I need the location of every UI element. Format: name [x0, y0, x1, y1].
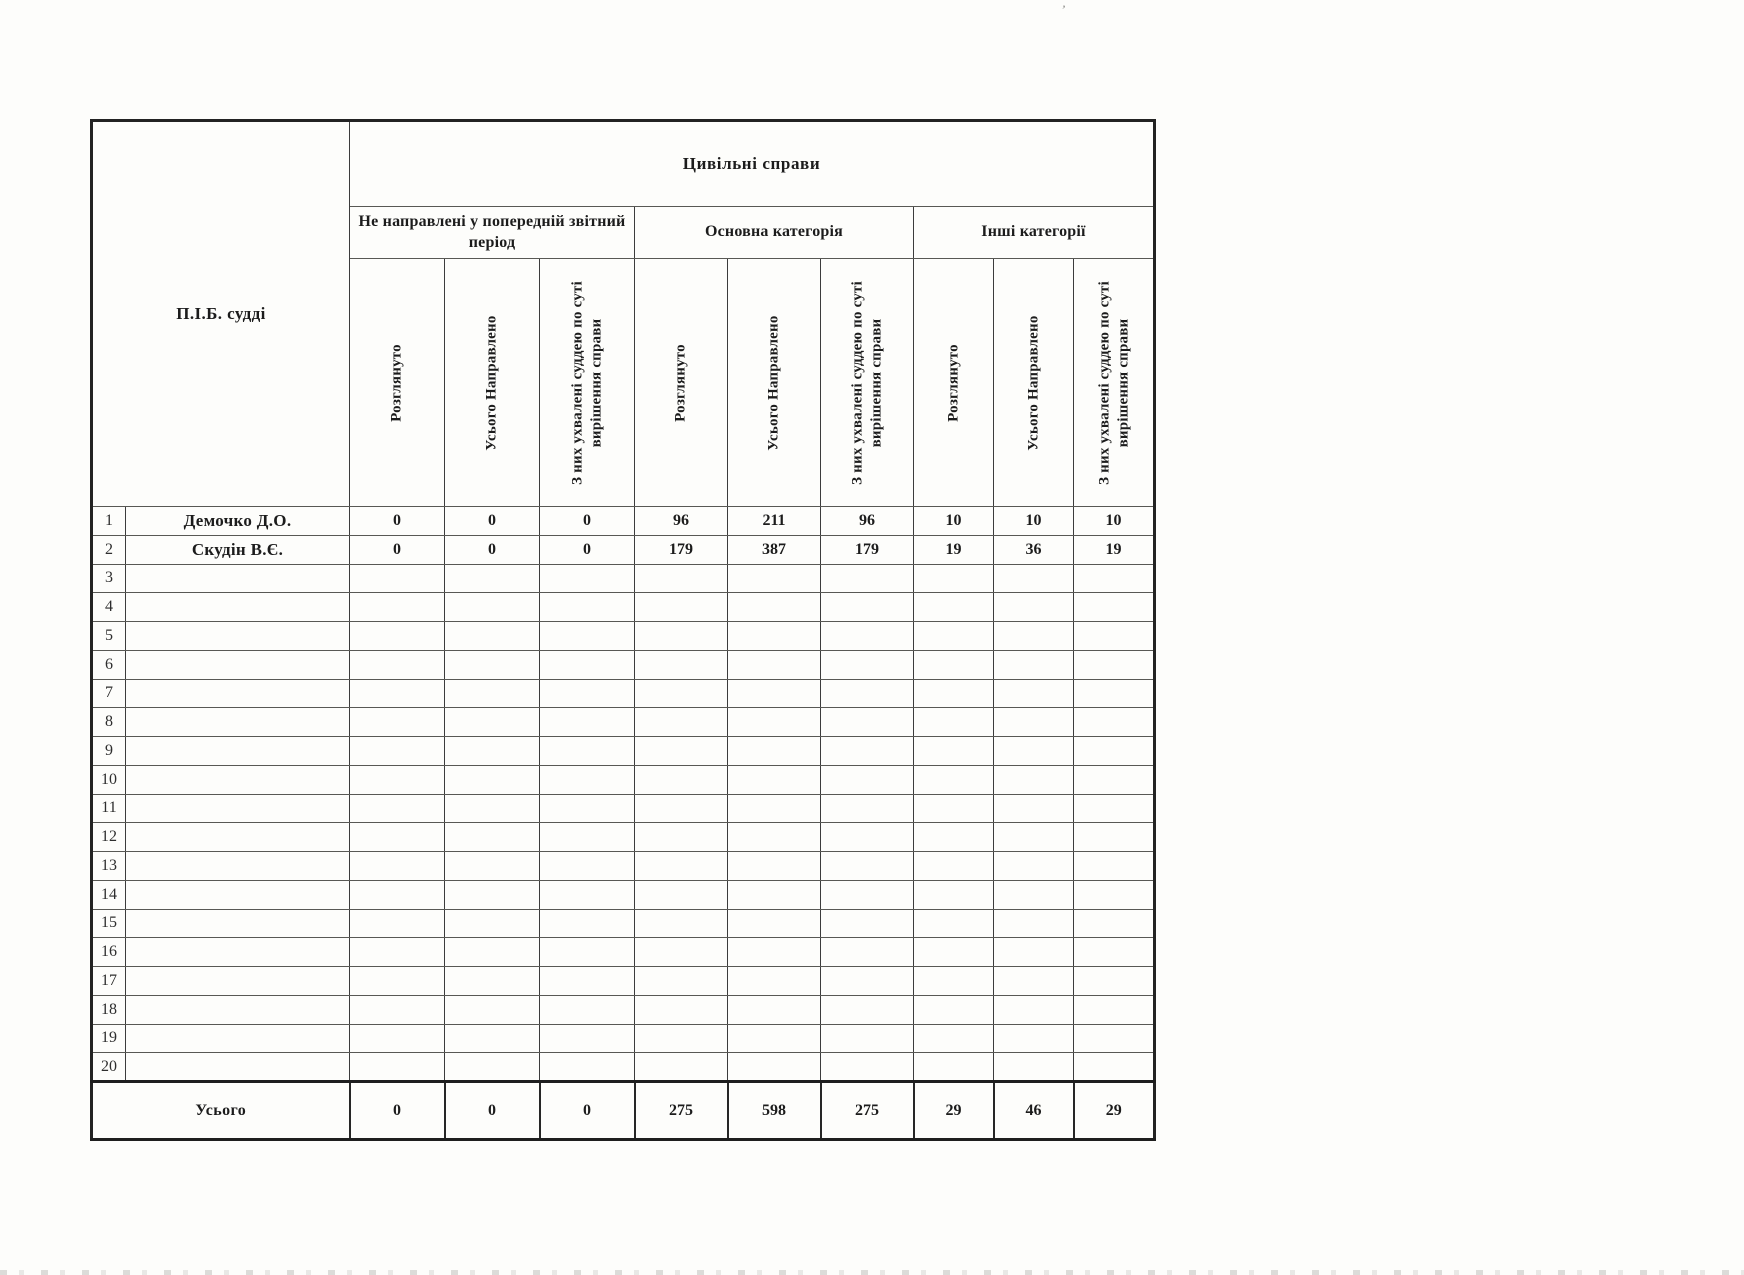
value-cell: [540, 909, 635, 938]
value-cell: [350, 967, 445, 996]
subheader-total-sent: [728, 259, 821, 507]
value-cell: [994, 967, 1074, 996]
judge-name-cell: [126, 622, 350, 651]
value-cell: [821, 650, 914, 679]
value-cell: [914, 564, 994, 593]
value-cell: [445, 880, 540, 909]
value-cell: [1074, 1024, 1155, 1053]
total-value-cell: 0: [350, 1082, 445, 1140]
row-number: 1: [92, 507, 126, 536]
table-row: [92, 708, 1155, 737]
value-cell: [994, 593, 1074, 622]
value-cell: [821, 737, 914, 766]
row-number: 17: [92, 967, 126, 996]
table-row: [92, 794, 1155, 823]
value-cell: 36: [994, 535, 1074, 564]
value-cell: [821, 909, 914, 938]
value-cell: [445, 852, 540, 881]
value-cell: [1074, 622, 1155, 651]
value-cell: [635, 995, 728, 1024]
value-cell: [914, 823, 994, 852]
value-cell: [445, 967, 540, 996]
total-value-cell: 275: [821, 1082, 914, 1140]
value-cell: [540, 938, 635, 967]
value-cell: [540, 1024, 635, 1053]
value-cell: [445, 593, 540, 622]
value-cell: [821, 1053, 914, 1082]
rotated-label: Усього Направлено: [483, 314, 500, 451]
value-cell: 96: [821, 507, 914, 536]
judge-name-cell: [126, 794, 350, 823]
rotated-label: З них ухвалені суддею по суті вирішення справи: [1095, 280, 1131, 485]
rotated-label: З них ухвалені суддею по суті вирішення справи: [849, 280, 884, 485]
value-cell: [728, 967, 821, 996]
title-row: [92, 121, 1155, 207]
value-cell: [994, 679, 1074, 708]
total-value-cell: 29: [1074, 1082, 1155, 1140]
rotated-label: Усього Направлено: [1025, 314, 1042, 451]
value-cell: [728, 593, 821, 622]
value-cell: 19: [1074, 535, 1155, 564]
value-cell: [1074, 938, 1155, 967]
value-cell: [728, 622, 821, 651]
total-value-cell: 0: [540, 1082, 635, 1140]
subheader-decided-on-merits: [540, 259, 635, 507]
value-cell: [1074, 650, 1155, 679]
value-cell: [821, 564, 914, 593]
row-number: 5: [92, 622, 126, 651]
value-cell: [635, 650, 728, 679]
value-cell: [445, 995, 540, 1024]
value-cell: [994, 938, 1074, 967]
row-number: 13: [92, 852, 126, 881]
table-row: [92, 650, 1155, 679]
value-cell: [914, 622, 994, 651]
value-cell: [635, 737, 728, 766]
judge-name-cell: Демочко Д.О.: [126, 507, 350, 536]
table-row: [92, 593, 1155, 622]
row-number: 6: [92, 650, 126, 679]
value-cell: 179: [635, 535, 728, 564]
judge-name-cell: [126, 708, 350, 737]
table-row: [92, 823, 1155, 852]
value-cell: [350, 622, 445, 651]
row-number: 12: [92, 823, 126, 852]
value-cell: [728, 765, 821, 794]
total-value-cell: 0: [445, 1082, 540, 1140]
value-cell: [350, 823, 445, 852]
value-cell: [821, 938, 914, 967]
value-cell: [635, 967, 728, 996]
judge-column-header: П.І.Б. судді: [92, 121, 350, 507]
table-row: [92, 852, 1155, 881]
value-cell: 387: [728, 535, 821, 564]
value-cell: [994, 708, 1074, 737]
rotated-label: Розглянуто: [388, 343, 405, 422]
value-cell: [994, 564, 1074, 593]
value-cell: [540, 679, 635, 708]
value-cell: [635, 622, 728, 651]
value-cell: [445, 1024, 540, 1053]
value-cell: [350, 938, 445, 967]
value-cell: [635, 765, 728, 794]
value-cell: [821, 708, 914, 737]
value-cell: [914, 909, 994, 938]
value-cell: [994, 765, 1074, 794]
total-label: Усього: [92, 1082, 350, 1140]
row-number: 3: [92, 564, 126, 593]
judge-name-cell: [126, 1053, 350, 1082]
value-cell: [728, 1053, 821, 1082]
table-row: [92, 507, 1155, 536]
subheader-total-sent: [994, 259, 1074, 507]
value-cell: [540, 564, 635, 593]
value-cell: [728, 1024, 821, 1053]
value-cell: [728, 708, 821, 737]
value-cell: [914, 794, 994, 823]
value-cell: [1074, 708, 1155, 737]
row-number: 4: [92, 593, 126, 622]
value-cell: [821, 967, 914, 996]
value-cell: [728, 823, 821, 852]
value-cell: [1074, 794, 1155, 823]
subheader-decided-on-merits: [1074, 259, 1155, 507]
judge-name-cell: [126, 564, 350, 593]
value-cell: [728, 794, 821, 823]
value-cell: [445, 794, 540, 823]
value-cell: [445, 679, 540, 708]
scan-edge-artifact: [0, 1270, 1744, 1275]
value-cell: [635, 852, 728, 881]
table-header: [92, 121, 1155, 507]
value-cell: [914, 708, 994, 737]
value-cell: [914, 593, 994, 622]
judge-name-cell: [126, 909, 350, 938]
judge-name-cell: [126, 1024, 350, 1053]
value-cell: [635, 593, 728, 622]
value-cell: [635, 679, 728, 708]
total-value-cell: 275: [635, 1082, 728, 1140]
value-cell: 0: [445, 535, 540, 564]
value-cell: [994, 995, 1074, 1024]
value-cell: [821, 1024, 914, 1053]
value-cell: [1074, 593, 1155, 622]
table-row: [92, 995, 1155, 1024]
value-cell: [350, 1053, 445, 1082]
row-number: 8: [92, 708, 126, 737]
total-row: [92, 1082, 1155, 1140]
group-header-other-categories: Інші категорії: [914, 207, 1155, 259]
value-cell: [1074, 765, 1155, 794]
rotated-label: Розглянуто: [945, 343, 962, 422]
value-cell: [1074, 679, 1155, 708]
value-cell: [728, 880, 821, 909]
value-cell: [994, 622, 1074, 651]
value-cell: [540, 708, 635, 737]
judge-name-cell: [126, 737, 350, 766]
table-row: [92, 880, 1155, 909]
value-cell: [445, 938, 540, 967]
subheader-total-sent: [445, 259, 540, 507]
value-cell: [914, 737, 994, 766]
group-header-not-sent-previous-period: Не направлені у попередній звітний період: [350, 207, 635, 259]
value-cell: [350, 737, 445, 766]
value-cell: [994, 823, 1074, 852]
row-number: 15: [92, 909, 126, 938]
value-cell: 10: [914, 507, 994, 536]
value-cell: [635, 909, 728, 938]
value-cell: [540, 737, 635, 766]
value-cell: [994, 650, 1074, 679]
value-cell: [350, 564, 445, 593]
value-cell: 10: [994, 507, 1074, 536]
value-cell: [445, 737, 540, 766]
civil-cases-statistics-table: [90, 119, 1156, 1141]
value-cell: [635, 1024, 728, 1053]
group-header-main-category: Основна категорія: [635, 207, 914, 259]
value-cell: [540, 995, 635, 1024]
value-cell: 96: [635, 507, 728, 536]
value-cell: [728, 995, 821, 1024]
judge-name-cell: [126, 765, 350, 794]
value-cell: [914, 880, 994, 909]
value-cell: 19: [914, 535, 994, 564]
value-cell: [821, 823, 914, 852]
row-number: 11: [92, 794, 126, 823]
total-value-cell: 598: [728, 1082, 821, 1140]
value-cell: 10: [1074, 507, 1155, 536]
table-row: [92, 938, 1155, 967]
value-cell: [350, 880, 445, 909]
value-cell: [350, 794, 445, 823]
table-row: [92, 679, 1155, 708]
judge-name-cell: [126, 650, 350, 679]
value-cell: [1074, 852, 1155, 881]
value-cell: [914, 679, 994, 708]
row-number: 9: [92, 737, 126, 766]
value-cell: [635, 823, 728, 852]
value-cell: [994, 1053, 1074, 1082]
value-cell: [914, 852, 994, 881]
judge-name-cell: [126, 823, 350, 852]
value-cell: [540, 650, 635, 679]
value-cell: [350, 909, 445, 938]
value-cell: [821, 622, 914, 651]
row-number: 19: [92, 1024, 126, 1053]
value-cell: 0: [350, 507, 445, 536]
value-cell: [350, 593, 445, 622]
value-cell: [728, 909, 821, 938]
value-cell: [635, 880, 728, 909]
value-cell: [540, 622, 635, 651]
value-cell: [540, 880, 635, 909]
table-row: [92, 564, 1155, 593]
rotated-label: З них ухвалені суддею по суті вирішення справи: [569, 280, 604, 485]
value-cell: [445, 1053, 540, 1082]
total-value-cell: 29: [914, 1082, 994, 1140]
table-row: [92, 737, 1155, 766]
value-cell: [994, 880, 1074, 909]
value-cell: [994, 852, 1074, 881]
rotated-label: Усього Направлено: [765, 314, 782, 451]
table-row: [92, 765, 1155, 794]
value-cell: [728, 564, 821, 593]
value-cell: [914, 967, 994, 996]
value-cell: [445, 708, 540, 737]
judge-name-cell: [126, 938, 350, 967]
value-cell: [445, 823, 540, 852]
row-number: 16: [92, 938, 126, 967]
value-cell: [994, 794, 1074, 823]
value-cell: [914, 995, 994, 1024]
value-cell: [540, 794, 635, 823]
value-cell: [821, 679, 914, 708]
value-cell: [540, 852, 635, 881]
table-body: [92, 507, 1155, 1082]
value-cell: [914, 938, 994, 967]
value-cell: [540, 1053, 635, 1082]
value-cell: [445, 765, 540, 794]
value-cell: 0: [540, 535, 635, 564]
value-cell: [728, 737, 821, 766]
value-cell: [1074, 995, 1155, 1024]
value-cell: 0: [350, 535, 445, 564]
value-cell: [1074, 737, 1155, 766]
judge-name-cell: [126, 679, 350, 708]
row-number: 18: [92, 995, 126, 1024]
value-cell: [540, 823, 635, 852]
value-cell: [1074, 1053, 1155, 1082]
value-cell: [914, 1053, 994, 1082]
subheader-considered: [350, 259, 445, 507]
scan-corner-artifact: ’: [1059, 1, 1067, 18]
value-cell: [821, 880, 914, 909]
value-cell: [350, 1024, 445, 1053]
table-row: [92, 535, 1155, 564]
value-cell: [821, 995, 914, 1024]
value-cell: [540, 967, 635, 996]
judge-name-cell: [126, 995, 350, 1024]
rotated-label: Розглянуто: [672, 343, 689, 422]
value-cell: [994, 1024, 1074, 1053]
value-cell: [821, 593, 914, 622]
value-cell: [350, 679, 445, 708]
value-cell: [821, 852, 914, 881]
value-cell: [445, 909, 540, 938]
table-title: Цивільні справи: [350, 121, 1155, 207]
value-cell: [1074, 880, 1155, 909]
value-cell: [350, 765, 445, 794]
value-cell: [914, 650, 994, 679]
value-cell: [1074, 967, 1155, 996]
subheader-considered: [914, 259, 994, 507]
table-row: [92, 967, 1155, 996]
total-value-cell: 46: [994, 1082, 1074, 1140]
row-number: 14: [92, 880, 126, 909]
row-number: 20: [92, 1053, 126, 1082]
judge-name-cell: [126, 967, 350, 996]
value-cell: [728, 650, 821, 679]
value-cell: [350, 650, 445, 679]
value-cell: [914, 765, 994, 794]
judge-name-cell: [126, 852, 350, 881]
table-footer: [92, 1082, 1155, 1140]
value-cell: [350, 852, 445, 881]
subheader-decided-on-merits: [821, 259, 914, 507]
value-cell: [540, 593, 635, 622]
table-row: [92, 1053, 1155, 1082]
table-row: [92, 1024, 1155, 1053]
table-row: [92, 622, 1155, 651]
value-cell: [728, 938, 821, 967]
value-cell: [635, 938, 728, 967]
row-number: 7: [92, 679, 126, 708]
value-cell: [445, 650, 540, 679]
value-cell: 179: [821, 535, 914, 564]
value-cell: [350, 708, 445, 737]
value-cell: [728, 852, 821, 881]
value-cell: [635, 794, 728, 823]
value-cell: [540, 765, 635, 794]
value-cell: [728, 679, 821, 708]
judge-name-cell: [126, 880, 350, 909]
value-cell: [1074, 909, 1155, 938]
judge-name-cell: Скудін В.Є.: [126, 535, 350, 564]
value-cell: 0: [540, 507, 635, 536]
value-cell: [635, 1053, 728, 1082]
value-cell: [1074, 564, 1155, 593]
value-cell: [821, 794, 914, 823]
row-number: 2: [92, 535, 126, 564]
value-cell: 0: [445, 507, 540, 536]
value-cell: [350, 995, 445, 1024]
value-cell: [1074, 823, 1155, 852]
table-row: [92, 909, 1155, 938]
value-cell: 211: [728, 507, 821, 536]
row-number: 10: [92, 765, 126, 794]
value-cell: [635, 708, 728, 737]
value-cell: [994, 737, 1074, 766]
value-cell: [445, 564, 540, 593]
value-cell: [994, 909, 1074, 938]
judge-name-cell: [126, 593, 350, 622]
value-cell: [635, 564, 728, 593]
value-cell: [445, 622, 540, 651]
subheader-considered: [635, 259, 728, 507]
value-cell: [914, 1024, 994, 1053]
value-cell: [821, 765, 914, 794]
